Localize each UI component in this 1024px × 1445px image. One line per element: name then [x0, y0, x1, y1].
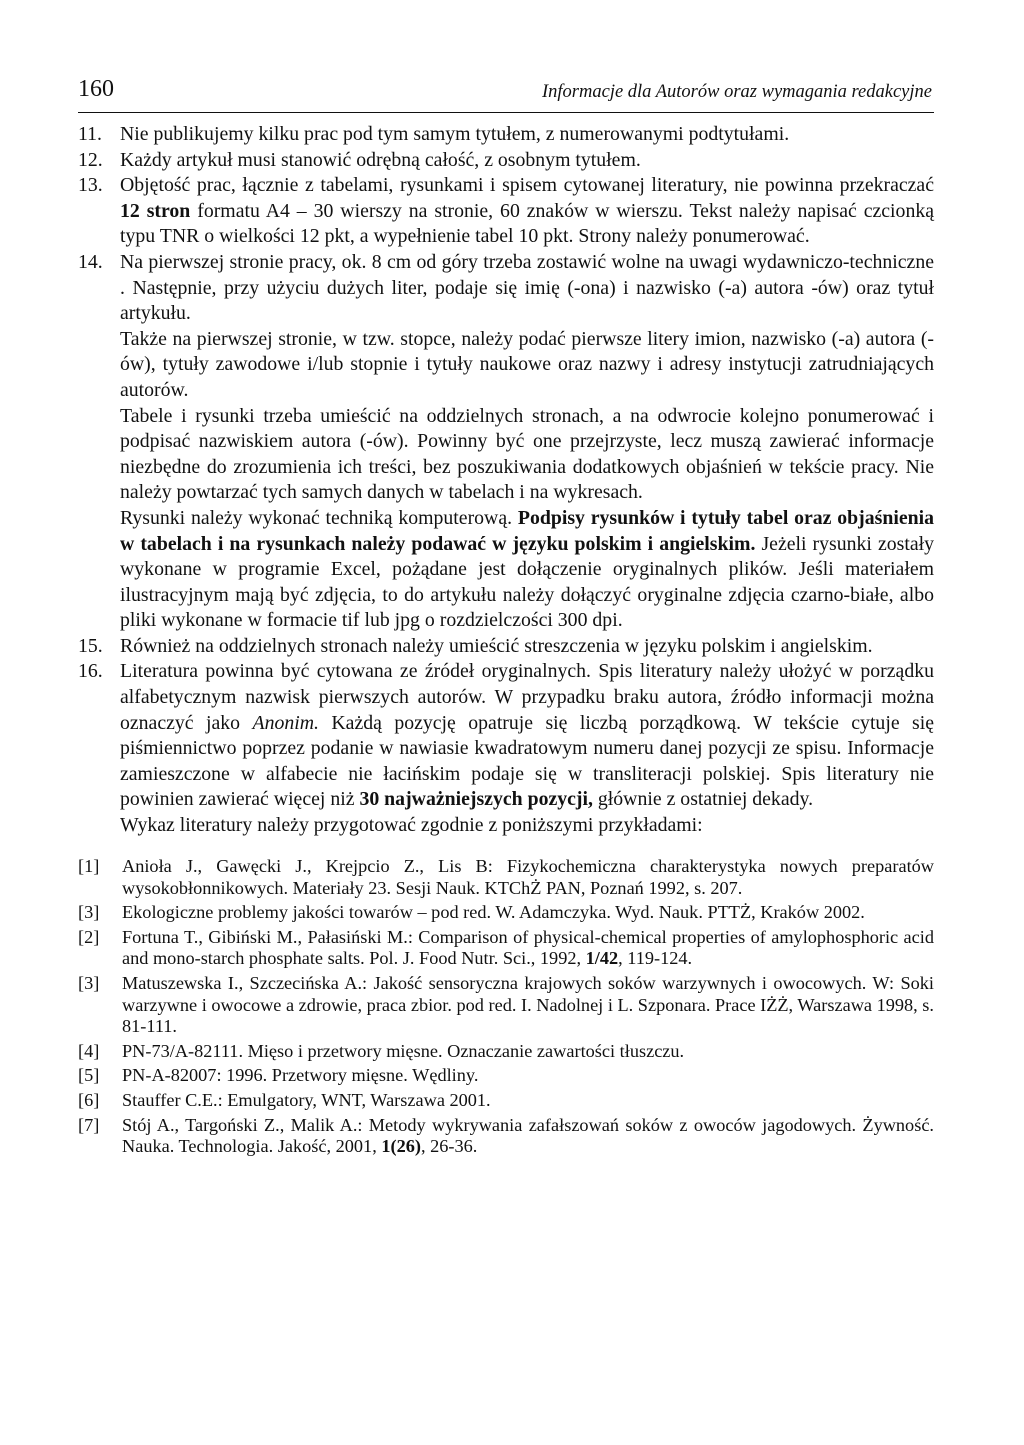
- running-title: Informacje dla Autorów oraz wymagania redakcyjne: [542, 82, 932, 102]
- reference-text: , 26-36.: [420, 1136, 478, 1157]
- item-paragraph: Na pierwszej stronie pracy, ok. 8 cm od góry trzeba zostawić wolne na uwagi wydawniczo-techniczne . Następnie, przy użyciu dużych liter, podaje się imię (-ona) i nazwisko (-a) autora -ów) oraz tytuł artykułu.: [120, 250, 934, 325]
- list-item-14: [78, 250, 934, 634]
- item-text: Nie publikujemy kilku prac pod tym samym tytułem, z numerowanymi podtytułami.: [120, 123, 790, 145]
- reference-text: Matuszewska I., Szczecińska A.: Jakość sensoryczna krajowych soków warzywnych i owocowych. W: Soki warzywne i owocowe a zdrowie, praca zbior. pod red. I. Nadolnej i L. Szponara. Prace IŻŻ, Warszawa 1998, s. 81-111.: [122, 972, 934, 1037]
- item-text: Literatura powinna być cytowana ze źródeł oryginalnych. Spis literatury należy ułożyć w porządku alfabetycznym nazwisk pierwszych autorów. W przypadku braku autora, źródło informacji można oznaczyć jako: [120, 660, 934, 734]
- item-text: Każdą pozycję opatruje się liczbą porządkową. W tekście cytuje się piśmiennictwo poprzez podanie w nawiasie kwadratowym numeru danej pozycji ze spisu. Informacje zamieszczone w alfabecie nie łacińskim podaje się w transliteracji polskiej. Spis literatury nie powinien zawierać więcej niż: [120, 711, 934, 811]
- body-text: [78, 122, 934, 839]
- item-number: 16.: [78, 660, 103, 683]
- reference-text: Anioła J., Gawęcki J., Krejpcio Z., Lis B: Fizykochemiczna charakterystyka nowych preparatów wysokobłonnikowych. Materiały 23. Sesji Nauk. KTChŻ PAN, Poznań 1992, s. 207.: [122, 856, 934, 898]
- reference-entry: [78, 902, 934, 924]
- bold-text: 1/42: [585, 948, 619, 969]
- item-number: 13.: [78, 174, 103, 197]
- reference-text: Stauffer C.E.: Emulgatory, WNT, Warszawa 2001.: [122, 1089, 491, 1110]
- item-paragraph: [120, 506, 934, 634]
- reference-entry: [78, 1041, 934, 1063]
- reference-entry: [78, 1065, 934, 1087]
- item-paragraph: Także na pierwszej stronie, w tzw. stopce, należy podać pierwsze litery imion, nazwisko (-a) autora (-ów), tytuły zawodowe i/lub stopnie i tytuły naukowe oraz nazwy i adresy instytucji zatrudniających autorów.: [120, 327, 934, 401]
- reference-text: Fortuna T., Gibiński M., Pałasiński M.: Comparison of physical-chemical properties of amylophosphoric acid and mono-starch phosphate salts. Pol. J. Food Nutr. Sci., 1992,: [122, 926, 934, 969]
- bold-text: Podpisy rysunków i tytuły tabel oraz objaśnienia w tabelach i na rysunkach należy podawać w języku polskim i angielskim.: [120, 506, 934, 555]
- reference-text: PN-73/A-82111. Mięso i przetwory mięsne. Oznaczanie zawartości tłuszczu.: [122, 1040, 685, 1061]
- reference-text: Ekologiczne problemy jakości towarów – pod red. W. Adamczyka. Wyd. Nauk. PTTŻ, Kraków 2002.: [122, 902, 865, 923]
- item-number: 12.: [78, 148, 103, 171]
- reference-number: [6]: [78, 1089, 100, 1110]
- reference-entry: [78, 856, 934, 899]
- reference-number: [2]: [78, 926, 100, 947]
- item-text: Każdy artykuł musi stanowić odrębną całość, z osobnym tytułem.: [120, 148, 641, 171]
- page-number: 160: [78, 76, 114, 102]
- reference-text: PN-A-82007: 1996. Przetwory mięsne. Wędliny.: [122, 1065, 479, 1086]
- item-text: Objętość prac, łącznie z tabelami, rysunkami i spisem cytowanej literatury, nie powinna przekraczać: [120, 174, 934, 197]
- item-paragraph: Tabele i rysunki trzeba umieścić na oddzielnych stronach, a na odwrocie kolejno ponumerować i podpisać nazwiskiem autora (-ów). Powinny być one przejrzyste, lecz muszą zawierać informacje niezbędne do zrozumienia ich treści, bez poszukiwania dodatkowych objaśnień w tekście pracy. Nie należy powtarzać tych samych danych w tabelach i na wykresach.: [120, 404, 934, 504]
- item-text: formatu A4 – 30 wierszy na stronie, 60 znaków w wierszu. Tekst należy napisać czcionką typu TNR o wielkości 12 pkt, a wypełnienie tabel 10 pkt. Strony należy ponumerować.: [120, 199, 935, 248]
- reference-number: [4]: [78, 1040, 100, 1061]
- page-header: [78, 76, 934, 113]
- reference-number: [3]: [78, 902, 100, 923]
- item-paragraph: [120, 659, 934, 813]
- reference-entry: [78, 1090, 934, 1112]
- reference-text: , 119-124.: [618, 948, 693, 969]
- reference-list: [78, 856, 934, 1161]
- list-item-13: [78, 173, 934, 250]
- list-item-15: [78, 634, 934, 660]
- list-item-16: [78, 659, 934, 838]
- item-number: 14.: [78, 250, 103, 273]
- italic-text: Anonim.: [252, 711, 319, 734]
- reference-number: [3]: [78, 972, 100, 993]
- reference-entry: [78, 927, 934, 970]
- reference-text: Stój A., Targoński Z., Malik A.: Metody wykrywania zafałszowań soków z owoców jagodowych. Żywność. Nauka. Technologia. Jakość, 2001,: [122, 1114, 934, 1157]
- item-number: 15.: [78, 634, 103, 657]
- bold-text: 12 stron: [120, 199, 191, 222]
- reference-entry: [78, 1115, 934, 1158]
- bold-text: 1(26): [381, 1136, 421, 1157]
- reference-number: [5]: [78, 1065, 100, 1086]
- list-item-11: [78, 122, 934, 148]
- item-text: Również na oddzielnych stronach należy umieścić streszczenia w języku polskim i angielskim.: [120, 634, 873, 657]
- item-text: głównie z ostatniej dekady.: [592, 788, 814, 811]
- item-text: Rysunki należy wykonać techniką komputerową.: [120, 506, 518, 529]
- reference-number: [1]: [78, 856, 100, 876]
- bold-text: 30 najważniejszych pozycji,: [359, 788, 593, 811]
- reference-number: [7]: [78, 1114, 100, 1135]
- item-text: Jeżeli rysunki zostały wykonane w programie Excel, pożądane jest dołączenie oryginalnych plików. Jeśli materiałem ilustracyjnym mają być zdjęcia, to do artykułu należy dołączyć oryginalne zdjęcia czarno-białe, albo pliki wykonane w formacie tif lub jpg o rozdzielczości 300 dpi.: [120, 532, 934, 632]
- reference-entry: [78, 973, 934, 1038]
- item-number: 11.: [78, 123, 102, 145]
- item-paragraph: Wykaz literatury należy przygotować zgodnie z poniższymi przykładami:: [120, 814, 703, 837]
- list-item-12: [78, 148, 934, 174]
